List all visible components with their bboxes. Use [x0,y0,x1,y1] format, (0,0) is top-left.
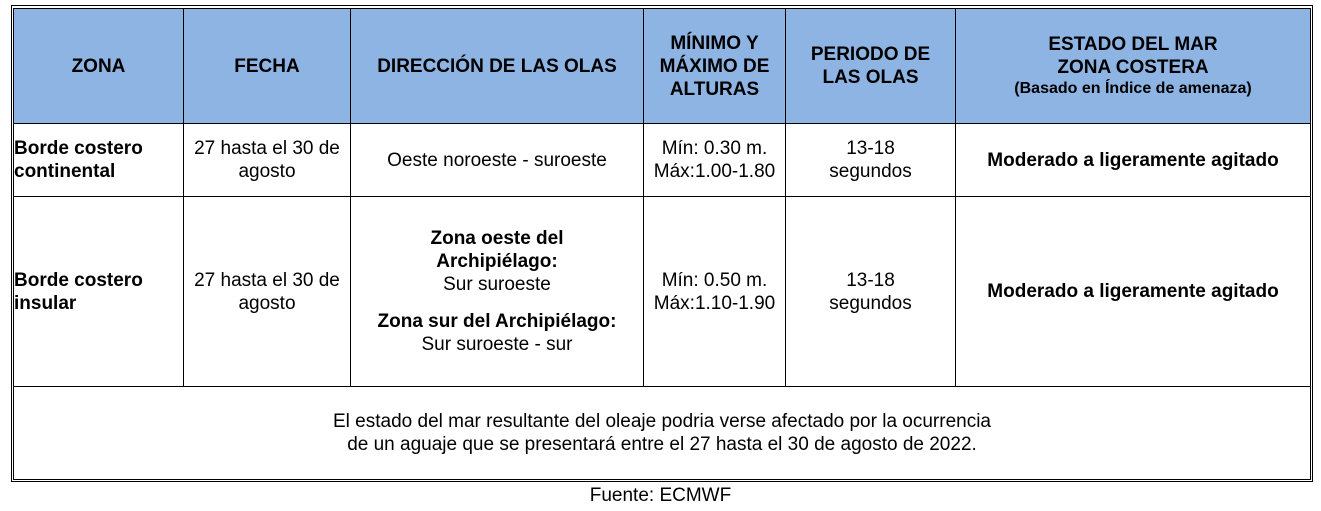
row-direccion: Oeste noroeste - suroeste [351,124,644,197]
direction-south-zone: Zona sur del Archipiélago: Sur suroeste - sur [377,311,617,355]
header-periodo: PERIODO DE LAS OLAS [786,9,956,124]
row-fecha: 27 hasta el 30 de agosto [184,197,351,387]
header-fecha: FECHA [184,9,351,124]
row-min-max: Mín: 0.50 m. Máx:1.10-1.90 [644,197,786,387]
table-row [14,197,1311,387]
row-zona: Borde costero insular [14,197,184,387]
header-min-max: MÍNIMO Y MÁXIMO DE ALTURAS [644,9,786,124]
header-zona: ZONA [14,9,184,124]
header-estado-note: (Basado en Índice de amenaza) [1014,80,1252,97]
row-estado: Moderado a ligeramente agitado [956,197,1311,387]
header-direccion: DIRECCIÓN DE LAS OLAS [351,9,644,124]
note-row [14,387,1311,480]
row-periodo: 13-18 segundos [786,197,956,387]
row-periodo: 13-18 segundos [786,124,956,197]
table-header-row [14,9,1311,124]
sea-state-table [13,8,1311,480]
source-caption: Fuente: ECMWF [589,485,732,506]
row-direccion [351,197,644,387]
row-fecha: 27 hasta el 30 de agosto [184,124,351,197]
header-estado: ESTADO DEL MAR ZONA COSTERA (Basado en Índice de amenaza) [956,9,1311,124]
row-min-max: Mín: 0.30 m. Máx:1.00-1.80 [644,124,786,197]
note-cell: El estado del mar resultante del oleaje podria verse afectado por la ocurrencia de un aguaje que se presentará entre el 27 hasta el 30 de agosto de 2022. [14,387,1311,480]
table-row [14,124,1311,197]
row-estado: Moderado a ligeramente agitado [956,124,1311,197]
direction-west-zone: Zona oeste del Archipiélago: Sur suroeste [430,228,564,295]
row-zona: Borde costero continental [14,124,184,197]
